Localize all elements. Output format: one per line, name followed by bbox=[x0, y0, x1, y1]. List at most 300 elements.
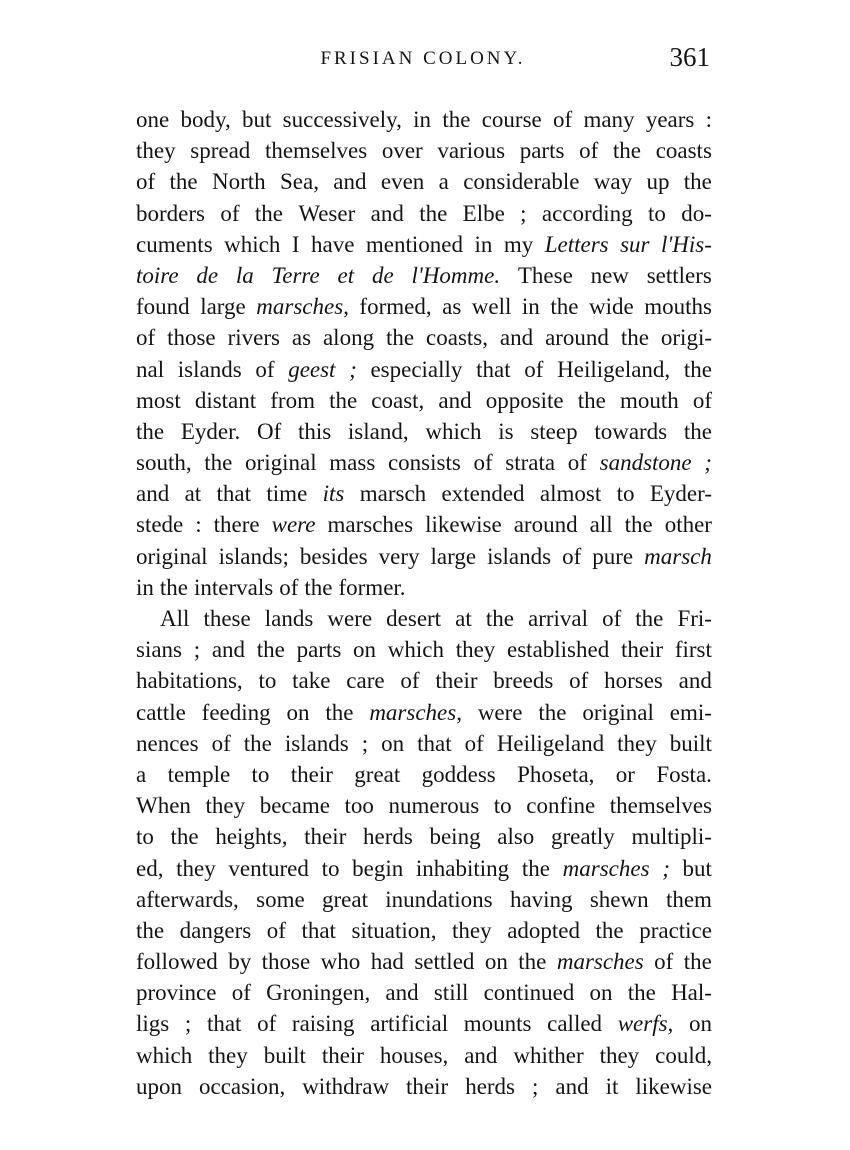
word: my bbox=[503, 231, 534, 257]
word: the bbox=[635, 606, 664, 631]
word: of bbox=[464, 730, 484, 756]
word: as bbox=[291, 325, 312, 351]
word: goddess bbox=[421, 761, 496, 787]
text-line bbox=[136, 977, 712, 1008]
text-line bbox=[136, 478, 712, 509]
word: the bbox=[627, 980, 656, 1006]
text-line bbox=[136, 509, 712, 540]
word: herds bbox=[362, 824, 413, 850]
word: the bbox=[577, 387, 606, 413]
word: of bbox=[579, 138, 599, 164]
word: sur bbox=[620, 231, 650, 257]
word: coasts, bbox=[426, 325, 488, 351]
word: large bbox=[430, 543, 477, 569]
word: coasts bbox=[655, 138, 712, 164]
word: in bbox=[521, 294, 540, 320]
word: the bbox=[325, 699, 354, 725]
text-line bbox=[136, 541, 712, 572]
word: and bbox=[464, 1042, 498, 1068]
word: islands bbox=[284, 730, 349, 756]
text-line bbox=[136, 354, 712, 385]
word: cattle bbox=[136, 699, 186, 725]
word: south, bbox=[136, 450, 192, 476]
word: by bbox=[228, 949, 252, 975]
word: extended bbox=[441, 481, 525, 507]
word: temple bbox=[167, 761, 231, 787]
word: werfs, bbox=[617, 1011, 674, 1037]
word: of bbox=[257, 1011, 277, 1037]
word: heights, bbox=[215, 824, 288, 850]
word: original bbox=[582, 699, 654, 725]
word: as bbox=[442, 294, 462, 320]
word: and bbox=[333, 169, 367, 195]
word: former. bbox=[338, 574, 406, 600]
word: opposite bbox=[485, 387, 564, 413]
text-line bbox=[136, 884, 712, 915]
word: there bbox=[213, 512, 260, 538]
word: and bbox=[555, 1073, 589, 1099]
text-line bbox=[136, 603, 712, 634]
word: : bbox=[195, 512, 202, 538]
word: the bbox=[518, 949, 547, 975]
word: parts bbox=[296, 637, 342, 663]
word: coast, bbox=[371, 387, 425, 413]
word: to bbox=[258, 668, 277, 694]
word: Letters bbox=[544, 231, 609, 257]
word: formed, bbox=[359, 294, 432, 320]
word: herds bbox=[465, 1073, 516, 1099]
word: whither bbox=[513, 1042, 584, 1068]
word: its bbox=[322, 481, 345, 507]
word: arrival bbox=[527, 606, 588, 631]
word: Heiligeland bbox=[496, 730, 605, 756]
word: artificial bbox=[370, 1011, 449, 1037]
word: they bbox=[599, 1042, 640, 1068]
word: the bbox=[304, 574, 333, 600]
word: withdraw bbox=[302, 1073, 390, 1099]
text-line bbox=[136, 1071, 712, 1102]
word: ; bbox=[361, 730, 369, 756]
word: nences bbox=[136, 730, 199, 756]
word: take bbox=[292, 668, 331, 694]
word: settled bbox=[414, 949, 475, 975]
word: original bbox=[245, 450, 317, 476]
word: de bbox=[371, 262, 394, 288]
word: marsch bbox=[359, 481, 427, 507]
word: horses bbox=[604, 668, 663, 694]
body-text bbox=[136, 104, 712, 1102]
word: the bbox=[169, 169, 198, 195]
word: or bbox=[615, 761, 635, 787]
word: likewise bbox=[635, 1073, 712, 1099]
text-line bbox=[136, 697, 712, 728]
text-line bbox=[136, 291, 712, 322]
word: mass bbox=[329, 450, 376, 476]
word: occasion, bbox=[198, 1073, 286, 1099]
word: toire bbox=[136, 262, 179, 288]
word: settlers bbox=[646, 262, 712, 288]
word: large bbox=[200, 294, 246, 320]
word: and bbox=[438, 387, 472, 413]
word: those bbox=[167, 325, 216, 351]
word: had bbox=[370, 949, 404, 975]
text-line bbox=[136, 260, 712, 291]
word: their bbox=[620, 637, 664, 663]
word: body, bbox=[180, 107, 231, 132]
word: first bbox=[674, 637, 712, 663]
word: towards bbox=[594, 418, 668, 444]
word: of bbox=[562, 543, 582, 569]
word: mentioned bbox=[365, 231, 463, 257]
word: marsches bbox=[556, 949, 644, 975]
word: which bbox=[425, 418, 482, 444]
word: ; bbox=[532, 1073, 539, 1099]
word: sians bbox=[136, 637, 182, 663]
word: other bbox=[664, 512, 712, 538]
word: and bbox=[499, 325, 534, 351]
word: still bbox=[433, 980, 469, 1006]
word: course bbox=[481, 107, 542, 132]
word: all bbox=[589, 512, 613, 538]
word: raising bbox=[291, 1011, 355, 1037]
word: nal bbox=[136, 356, 165, 382]
word: of bbox=[400, 668, 420, 694]
word: of bbox=[266, 917, 286, 943]
word: the bbox=[538, 699, 567, 725]
word: found bbox=[136, 294, 190, 320]
word: afterwards, bbox=[136, 886, 239, 912]
word: of bbox=[136, 169, 156, 195]
word: inundations bbox=[385, 886, 493, 912]
word: I bbox=[291, 231, 300, 257]
word: original bbox=[136, 543, 208, 569]
word: at bbox=[455, 606, 472, 631]
word: from bbox=[270, 387, 315, 413]
word: Fri- bbox=[677, 606, 712, 631]
word: years bbox=[645, 107, 695, 132]
word: over bbox=[381, 138, 423, 164]
word: it bbox=[605, 1073, 619, 1099]
word: the bbox=[170, 824, 199, 850]
word: to bbox=[251, 761, 270, 787]
word: to bbox=[616, 481, 635, 507]
word: the bbox=[624, 512, 653, 538]
word: them bbox=[665, 886, 712, 912]
word: could, bbox=[655, 1042, 712, 1068]
word: the bbox=[485, 606, 514, 631]
word: well bbox=[471, 294, 512, 320]
word: Eyder. bbox=[180, 418, 241, 444]
word: ; bbox=[704, 450, 712, 476]
word: and bbox=[211, 637, 246, 663]
word: great bbox=[354, 761, 401, 787]
word: multipli- bbox=[631, 824, 712, 850]
word: of bbox=[136, 325, 156, 351]
word: which bbox=[387, 637, 444, 663]
word: the bbox=[243, 730, 272, 756]
word: lands bbox=[264, 606, 314, 631]
word: pure bbox=[592, 543, 634, 569]
text-line bbox=[136, 229, 712, 260]
text-line bbox=[136, 634, 712, 665]
word: the bbox=[159, 574, 188, 600]
word: of bbox=[553, 107, 573, 132]
word: of bbox=[220, 200, 240, 226]
word: that bbox=[476, 356, 511, 382]
word: they bbox=[205, 793, 246, 819]
word: especially bbox=[370, 356, 463, 382]
word: considerable bbox=[463, 169, 580, 195]
word: strata bbox=[505, 450, 556, 476]
page-number: 361 bbox=[669, 42, 710, 72]
word: the bbox=[136, 418, 165, 444]
word: followed bbox=[136, 949, 218, 975]
word: marsch bbox=[644, 543, 712, 569]
word: wide bbox=[588, 294, 634, 320]
page-header bbox=[136, 42, 710, 82]
word: the bbox=[620, 325, 649, 351]
text-line bbox=[136, 198, 712, 229]
word: they bbox=[455, 637, 496, 663]
word: those bbox=[261, 949, 311, 975]
word: and bbox=[678, 668, 712, 694]
word: numerous bbox=[388, 793, 480, 819]
word: also bbox=[497, 824, 535, 850]
word: of bbox=[692, 387, 712, 413]
word: islands bbox=[487, 543, 552, 569]
word: : bbox=[705, 107, 712, 132]
word: have bbox=[311, 231, 355, 257]
word: These bbox=[517, 262, 573, 288]
word: the bbox=[683, 169, 712, 195]
word: Eyder- bbox=[649, 481, 712, 507]
word: houses, bbox=[379, 1042, 449, 1068]
word: almost bbox=[539, 481, 602, 507]
text-line bbox=[136, 759, 712, 790]
word: ; bbox=[184, 1011, 192, 1037]
word: North bbox=[211, 169, 266, 195]
word: Groningen, bbox=[266, 980, 371, 1006]
word: themselves bbox=[609, 793, 712, 819]
word: which bbox=[224, 231, 281, 257]
word: in bbox=[136, 574, 154, 600]
word: ; bbox=[349, 356, 357, 382]
word: ventured bbox=[228, 855, 309, 881]
word: distant bbox=[194, 387, 257, 413]
word: marsches, bbox=[256, 294, 349, 320]
word: to bbox=[136, 824, 154, 850]
word: at bbox=[184, 481, 202, 507]
word: begin bbox=[352, 855, 404, 881]
word: the bbox=[442, 107, 471, 132]
word: the bbox=[136, 917, 165, 943]
word: were bbox=[271, 512, 316, 538]
word: they bbox=[617, 730, 657, 756]
word: breeds bbox=[493, 668, 554, 694]
word: Elbe bbox=[462, 200, 505, 226]
word: called bbox=[547, 1011, 603, 1037]
text-line bbox=[136, 853, 712, 884]
word: stede bbox=[136, 512, 184, 538]
word: habitations, bbox=[136, 668, 243, 694]
word: practice bbox=[639, 917, 712, 943]
word: having bbox=[509, 886, 573, 912]
word: a bbox=[136, 761, 147, 787]
text-line bbox=[136, 572, 712, 603]
word: very bbox=[378, 543, 420, 569]
text-line bbox=[136, 385, 712, 416]
word: that bbox=[206, 1011, 242, 1037]
word: marsches bbox=[327, 512, 414, 538]
word: around bbox=[545, 325, 609, 351]
word: their bbox=[304, 824, 347, 850]
word: most bbox=[136, 387, 181, 413]
word: new bbox=[590, 262, 629, 288]
word: geest bbox=[288, 356, 336, 382]
word: the bbox=[550, 294, 579, 320]
word: but bbox=[682, 855, 712, 881]
word: various bbox=[437, 138, 506, 164]
word: besides bbox=[299, 543, 368, 569]
word: on bbox=[589, 980, 613, 1006]
word: the bbox=[329, 387, 358, 413]
text-line bbox=[136, 1040, 712, 1071]
word: this bbox=[297, 418, 332, 444]
word: ed, bbox=[136, 855, 164, 881]
word: on bbox=[286, 699, 310, 725]
word: their bbox=[406, 1073, 449, 1099]
word: mouths bbox=[644, 294, 712, 320]
word: ; bbox=[193, 637, 201, 663]
word: on bbox=[688, 1011, 712, 1037]
text-line bbox=[136, 790, 712, 821]
word: desert bbox=[386, 606, 442, 631]
word: steep bbox=[530, 418, 578, 444]
word: built bbox=[669, 730, 712, 756]
word: which bbox=[136, 1042, 193, 1068]
word: in bbox=[413, 107, 432, 132]
word: is bbox=[498, 418, 514, 444]
word: built bbox=[263, 1042, 306, 1068]
word: up bbox=[646, 169, 670, 195]
word: Terre bbox=[271, 262, 320, 288]
word: their bbox=[435, 668, 478, 694]
word: Sea, bbox=[279, 169, 319, 195]
word: one bbox=[136, 107, 170, 132]
word: their bbox=[321, 1042, 364, 1068]
word: sandstone bbox=[599, 450, 692, 476]
word: their bbox=[290, 761, 333, 787]
word: these bbox=[203, 606, 251, 631]
word: and bbox=[136, 481, 170, 507]
word: l'His- bbox=[661, 231, 712, 257]
word: confine bbox=[526, 793, 596, 819]
word: borders bbox=[136, 200, 205, 226]
word: became bbox=[259, 793, 330, 819]
word: and bbox=[370, 200, 404, 226]
word: great bbox=[322, 886, 368, 912]
word: care bbox=[346, 668, 385, 694]
word: of bbox=[524, 356, 544, 382]
word: that bbox=[417, 730, 452, 756]
word: ; bbox=[520, 200, 527, 226]
word: the bbox=[683, 949, 712, 975]
word: Weser bbox=[298, 200, 356, 226]
word: the bbox=[612, 138, 642, 164]
word: la bbox=[235, 262, 254, 288]
word: intervals bbox=[194, 574, 274, 600]
word: themselves bbox=[264, 138, 368, 164]
word: mounts bbox=[463, 1011, 532, 1037]
word: rivers bbox=[227, 325, 280, 351]
word: the bbox=[204, 450, 233, 476]
word: the bbox=[683, 356, 712, 382]
word: province bbox=[136, 980, 217, 1006]
word: that bbox=[216, 481, 252, 507]
word: Heiligeland, bbox=[557, 356, 671, 382]
word: to bbox=[321, 855, 340, 881]
word: ; bbox=[662, 855, 670, 881]
word: Hal- bbox=[671, 980, 712, 1006]
word: on bbox=[381, 730, 405, 756]
word: too bbox=[344, 793, 374, 819]
word: marsches, bbox=[369, 699, 462, 725]
word: situation, bbox=[351, 917, 437, 943]
word: of bbox=[567, 450, 587, 476]
text-line bbox=[136, 1008, 712, 1039]
word: islands bbox=[177, 356, 242, 382]
word: of bbox=[255, 356, 275, 382]
word: of bbox=[279, 574, 299, 600]
word: of bbox=[231, 980, 251, 1006]
word: continued bbox=[483, 980, 575, 1006]
word: around bbox=[513, 512, 578, 538]
word: they bbox=[176, 855, 216, 881]
word: When bbox=[136, 793, 191, 819]
word: l'Homme. bbox=[411, 262, 501, 288]
text-line bbox=[136, 915, 712, 946]
word: some bbox=[256, 886, 305, 912]
word: island, bbox=[347, 418, 409, 444]
word: spread bbox=[190, 138, 251, 164]
word: to bbox=[647, 200, 666, 226]
word: established bbox=[507, 637, 610, 663]
text-line bbox=[136, 447, 712, 478]
word: Fosta. bbox=[656, 761, 712, 787]
word: on bbox=[484, 949, 508, 975]
word: parts bbox=[519, 138, 565, 164]
word: they bbox=[136, 138, 176, 164]
text-line bbox=[136, 821, 712, 852]
word: way bbox=[593, 169, 633, 195]
word: dangers bbox=[179, 917, 252, 943]
word: along bbox=[322, 325, 375, 351]
word: origi- bbox=[660, 325, 712, 351]
word: ligs bbox=[136, 1011, 170, 1037]
word: mouth bbox=[619, 387, 679, 413]
word: consists bbox=[387, 450, 461, 476]
word: of bbox=[473, 450, 493, 476]
word: being bbox=[429, 824, 481, 850]
word: they bbox=[452, 917, 492, 943]
text-line bbox=[136, 665, 712, 696]
word: of bbox=[654, 949, 674, 975]
text-line bbox=[136, 728, 712, 759]
word: of bbox=[569, 668, 589, 694]
word: islands; bbox=[218, 543, 289, 569]
word: cuments bbox=[136, 231, 213, 257]
word: many bbox=[583, 107, 635, 132]
